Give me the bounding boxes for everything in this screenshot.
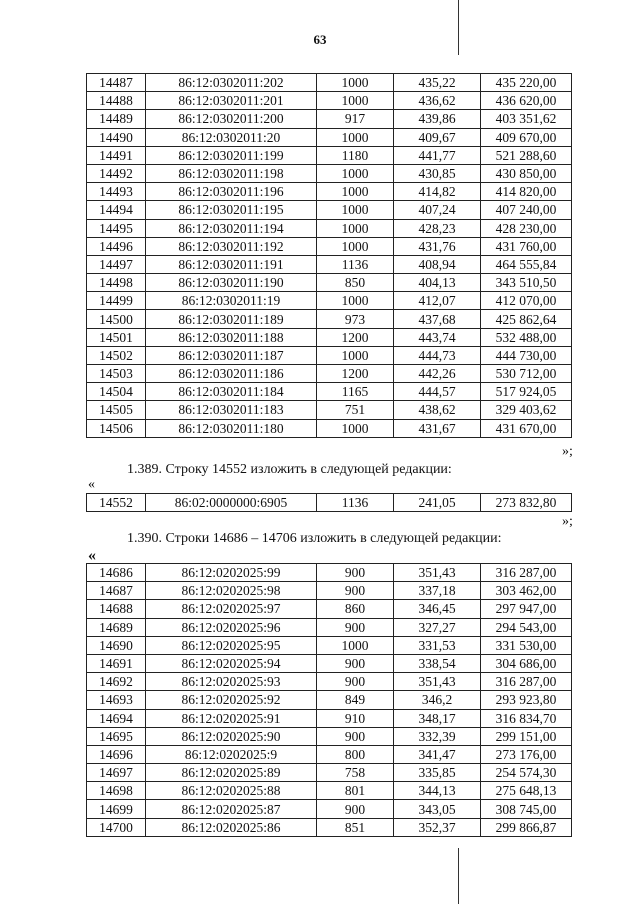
table-cell: 343 510,50: [481, 274, 572, 292]
table-cell: 431,76: [394, 237, 481, 255]
table-cell: 299 151,00: [481, 727, 572, 745]
table-row: [87, 691, 572, 709]
table-cell: 14693: [87, 691, 146, 709]
table-cell: 14688: [87, 600, 146, 618]
table-cell: 407,24: [394, 201, 481, 219]
table-cell: 86:12:0202025:94: [146, 654, 317, 672]
table-cell: 316 287,00: [481, 564, 572, 582]
table-cell: 14699: [87, 800, 146, 818]
table-cell: 86:12:0302011:183: [146, 401, 317, 419]
table-cell: 14502: [87, 346, 146, 364]
table-cell: 86:12:0202025:87: [146, 800, 317, 818]
paragraph-1389: 1.389. Строку 14552 изложить в следующей редакции:: [127, 462, 452, 477]
table-cell: 530 712,00: [481, 365, 572, 383]
table-cell: 14500: [87, 310, 146, 328]
table-cell: 900: [317, 727, 394, 745]
table-cell: 86:12:0302011:201: [146, 92, 317, 110]
table-cell: 900: [317, 673, 394, 691]
table-cell: 14501: [87, 328, 146, 346]
table-cell: 86:12:0302011:202: [146, 74, 317, 92]
table-cell: 86:12:0202025:90: [146, 727, 317, 745]
table-cell: 86:12:0202025:9: [146, 745, 317, 763]
table-cell: 86:12:0202025:99: [146, 564, 317, 582]
table-cell: 1136: [317, 255, 394, 273]
table-row: [87, 74, 572, 92]
table-cell: 1000: [317, 237, 394, 255]
table-cell: 86:12:0302011:190: [146, 274, 317, 292]
table-row: [87, 618, 572, 636]
closing-quote-1: »;: [562, 444, 573, 459]
table-cell: 444,57: [394, 383, 481, 401]
table-cell: 86:12:0302011:192: [146, 237, 317, 255]
table-cell: 438,62: [394, 401, 481, 419]
table-cell: 86:12:0302011:195: [146, 201, 317, 219]
table-parcels-3: [86, 563, 572, 837]
table-cell: 86:12:0202025:92: [146, 691, 317, 709]
table-cell: 1000: [317, 346, 394, 364]
table-cell: 341,47: [394, 745, 481, 763]
table-cell: 1000: [317, 128, 394, 146]
table-cell: 428 230,00: [481, 219, 572, 237]
table-row: [87, 673, 572, 691]
table-cell: 86:12:0202025:97: [146, 600, 317, 618]
table-cell: 14505: [87, 401, 146, 419]
table-cell: 412 070,00: [481, 292, 572, 310]
table-cell: 910: [317, 709, 394, 727]
table-cell: 86:12:0202025:91: [146, 709, 317, 727]
table-cell: 86:12:0302011:184: [146, 383, 317, 401]
page-number: 63: [313, 32, 327, 47]
table-cell: 431,67: [394, 419, 481, 437]
table-cell: 409 670,00: [481, 128, 572, 146]
table-cell: 409,67: [394, 128, 481, 146]
opening-quote-2: «: [88, 547, 96, 564]
table-cell: 442,26: [394, 365, 481, 383]
table-cell: 86:12:0302011:199: [146, 146, 317, 164]
table-cell: 86:12:0202025:96: [146, 618, 317, 636]
table-cell: 293 923,80: [481, 691, 572, 709]
table-cell: 443,74: [394, 328, 481, 346]
table-cell: 273 832,80: [481, 494, 572, 512]
table-cell: 1000: [317, 164, 394, 182]
table-cell: 404,13: [394, 274, 481, 292]
table-cell: 304 686,00: [481, 654, 572, 672]
table-cell: 331 530,00: [481, 636, 572, 654]
table-cell: 346,45: [394, 600, 481, 618]
table-cell: 338,54: [394, 654, 481, 672]
table-row: [87, 419, 572, 437]
table-cell: 86:12:0302011:198: [146, 164, 317, 182]
table-cell: 14492: [87, 164, 146, 182]
table-cell: 329 403,62: [481, 401, 572, 419]
table-row: [87, 92, 572, 110]
table-cell: 414 820,00: [481, 183, 572, 201]
table-cell: 1000: [317, 183, 394, 201]
table-cell: 86:02:0000000:6905: [146, 494, 317, 512]
table-cell: 86:12:0302011:191: [146, 255, 317, 273]
table-cell: 14495: [87, 219, 146, 237]
table-cell: 297 947,00: [481, 600, 572, 618]
table-cell: 14695: [87, 727, 146, 745]
table-cell: 351,43: [394, 564, 481, 582]
table-cell: 1000: [317, 419, 394, 437]
table-cell: 14504: [87, 383, 146, 401]
table-cell: 1000: [317, 636, 394, 654]
table-row: [87, 800, 572, 818]
table-cell: 14499: [87, 292, 146, 310]
table-row: [87, 654, 572, 672]
table-cell: 444,73: [394, 346, 481, 364]
table-cell: 412,07: [394, 292, 481, 310]
table-row: [87, 128, 572, 146]
table-cell: 1000: [317, 74, 394, 92]
table-cell: 425 862,64: [481, 310, 572, 328]
table-row: [87, 383, 572, 401]
table-cell: 430 850,00: [481, 164, 572, 182]
table-cell: 14496: [87, 237, 146, 255]
table-cell: 860: [317, 600, 394, 618]
table-cell: 1200: [317, 328, 394, 346]
table-row: [87, 782, 572, 800]
table-cell: 86:12:0202025:86: [146, 818, 317, 836]
table-cell: 86:12:0302011:189: [146, 310, 317, 328]
table-cell: 14691: [87, 654, 146, 672]
table-cell: 86:12:0202025:98: [146, 582, 317, 600]
table-cell: 1000: [317, 201, 394, 219]
table-cell: 973: [317, 310, 394, 328]
opening-quote-1: «: [88, 477, 95, 492]
table-cell: 303 462,00: [481, 582, 572, 600]
table-cell: 464 555,84: [481, 255, 572, 273]
table-cell: 900: [317, 654, 394, 672]
table-cell: 14689: [87, 618, 146, 636]
table-row: [87, 745, 572, 763]
table-cell: 407 240,00: [481, 201, 572, 219]
table-cell: 351,43: [394, 673, 481, 691]
table-cell: 86:12:0202025:89: [146, 764, 317, 782]
table-cell: 14698: [87, 782, 146, 800]
table-cell: 316 834,70: [481, 709, 572, 727]
table-cell: 444 730,00: [481, 346, 572, 364]
table-cell: 86:12:0302011:19: [146, 292, 317, 310]
table-row: [87, 709, 572, 727]
table-cell: 751: [317, 401, 394, 419]
table-cell: 439,86: [394, 110, 481, 128]
table-cell: 346,2: [394, 691, 481, 709]
table-row: [87, 255, 572, 273]
table-cell: 532 488,00: [481, 328, 572, 346]
table-cell: 241,05: [394, 494, 481, 512]
table-cell: 327,27: [394, 618, 481, 636]
table-cell: 517 924,05: [481, 383, 572, 401]
table-cell: 14491: [87, 146, 146, 164]
table-cell: 900: [317, 582, 394, 600]
table-cell: 1000: [317, 292, 394, 310]
table-cell: 299 866,87: [481, 818, 572, 836]
table-cell: 1000: [317, 219, 394, 237]
table-cell: 86:12:0302011:188: [146, 328, 317, 346]
table-row: [87, 237, 572, 255]
table-row: [87, 201, 572, 219]
table-cell: 408,94: [394, 255, 481, 273]
table-row: [87, 401, 572, 419]
table-cell: 521 288,60: [481, 146, 572, 164]
table-cell: 431 670,00: [481, 419, 572, 437]
table-row: [87, 310, 572, 328]
table-cell: 1136: [317, 494, 394, 512]
table-row: [87, 727, 572, 745]
table-cell: 436 620,00: [481, 92, 572, 110]
table-row: [87, 636, 572, 654]
table-cell: 254 574,30: [481, 764, 572, 782]
table-cell: 14687: [87, 582, 146, 600]
table-row: [87, 219, 572, 237]
table-row: [87, 564, 572, 582]
table-row: [87, 764, 572, 782]
table-cell: 441,77: [394, 146, 481, 164]
table-row: [87, 346, 572, 364]
table-row: [87, 328, 572, 346]
table-cell: 337,18: [394, 582, 481, 600]
table-cell: 344,13: [394, 782, 481, 800]
table-cell: 917: [317, 110, 394, 128]
table-cell: 86:12:0202025:95: [146, 636, 317, 654]
margin-line-bottom: [458, 848, 459, 904]
table-row: [87, 164, 572, 182]
table-parcels-2: [86, 493, 572, 512]
table-cell: 86:12:0202025:93: [146, 673, 317, 691]
table-cell: 332,39: [394, 727, 481, 745]
table-cell: 14692: [87, 673, 146, 691]
table-cell: 1200: [317, 365, 394, 383]
table-cell: 331,53: [394, 636, 481, 654]
table-row: [87, 146, 572, 164]
table-cell: 348,17: [394, 709, 481, 727]
table-cell: 14697: [87, 764, 146, 782]
table-cell: 14497: [87, 255, 146, 273]
table-row: [87, 582, 572, 600]
closing-quote-2: »;: [562, 514, 573, 529]
table-cell: 14552: [87, 494, 146, 512]
table-cell: 436,62: [394, 92, 481, 110]
table-cell: 86:12:0302011:194: [146, 219, 317, 237]
table-cell: 308 745,00: [481, 800, 572, 818]
table-cell: 14694: [87, 709, 146, 727]
table-cell: 800: [317, 745, 394, 763]
table-cell: 14690: [87, 636, 146, 654]
table-cell: 343,05: [394, 800, 481, 818]
table-row: [87, 110, 572, 128]
table-cell: 431 760,00: [481, 237, 572, 255]
table-cell: 1165: [317, 383, 394, 401]
table-cell: 414,82: [394, 183, 481, 201]
table-row: [87, 183, 572, 201]
paragraph-1390: 1.390. Строки 14686 – 14706 изложить в следующей редакции:: [127, 531, 502, 546]
table-cell: 900: [317, 800, 394, 818]
table-cell: 86:12:0302011:196: [146, 183, 317, 201]
table-cell: 851: [317, 818, 394, 836]
table-cell: 437,68: [394, 310, 481, 328]
table-cell: 294 543,00: [481, 618, 572, 636]
table-cell: 86:12:0302011:200: [146, 110, 317, 128]
table-cell: 275 648,13: [481, 782, 572, 800]
table-cell: 273 176,00: [481, 745, 572, 763]
table-cell: 430,85: [394, 164, 481, 182]
table-cell: 352,37: [394, 818, 481, 836]
table-cell: 900: [317, 618, 394, 636]
table-cell: 86:12:0302011:186: [146, 365, 317, 383]
table-cell: 428,23: [394, 219, 481, 237]
table-cell: 14503: [87, 365, 146, 383]
table-cell: 14700: [87, 818, 146, 836]
table-row: [87, 274, 572, 292]
table-cell: 316 287,00: [481, 673, 572, 691]
table-cell: 14494: [87, 201, 146, 219]
table-cell: 1000: [317, 92, 394, 110]
table-cell: 801: [317, 782, 394, 800]
table-cell: 1180: [317, 146, 394, 164]
table-cell: 403 351,62: [481, 110, 572, 128]
table-cell: 335,85: [394, 764, 481, 782]
table-cell: 849: [317, 691, 394, 709]
table-cell: 14506: [87, 419, 146, 437]
table-cell: 14696: [87, 745, 146, 763]
table-cell: 86:12:0302011:180: [146, 419, 317, 437]
table-cell: 758: [317, 764, 394, 782]
table-cell: 86:12:0302011:187: [146, 346, 317, 364]
table-row: [87, 600, 572, 618]
table-cell: 86:12:0302011:20: [146, 128, 317, 146]
table-cell: 900: [317, 564, 394, 582]
table-cell: 14488: [87, 92, 146, 110]
table-cell: 14489: [87, 110, 146, 128]
table-cell: 14498: [87, 274, 146, 292]
table-cell: 14490: [87, 128, 146, 146]
table-parcels-1: [86, 73, 572, 438]
table-cell: 435 220,00: [481, 74, 572, 92]
table-cell: 850: [317, 274, 394, 292]
table-row: [87, 494, 572, 512]
table-row: [87, 365, 572, 383]
table-cell: 86:12:0202025:88: [146, 782, 317, 800]
table-cell: 14487: [87, 74, 146, 92]
table-cell: 435,22: [394, 74, 481, 92]
table-row: [87, 292, 572, 310]
table-row: [87, 818, 572, 836]
table-cell: 14493: [87, 183, 146, 201]
table-cell: 14686: [87, 564, 146, 582]
